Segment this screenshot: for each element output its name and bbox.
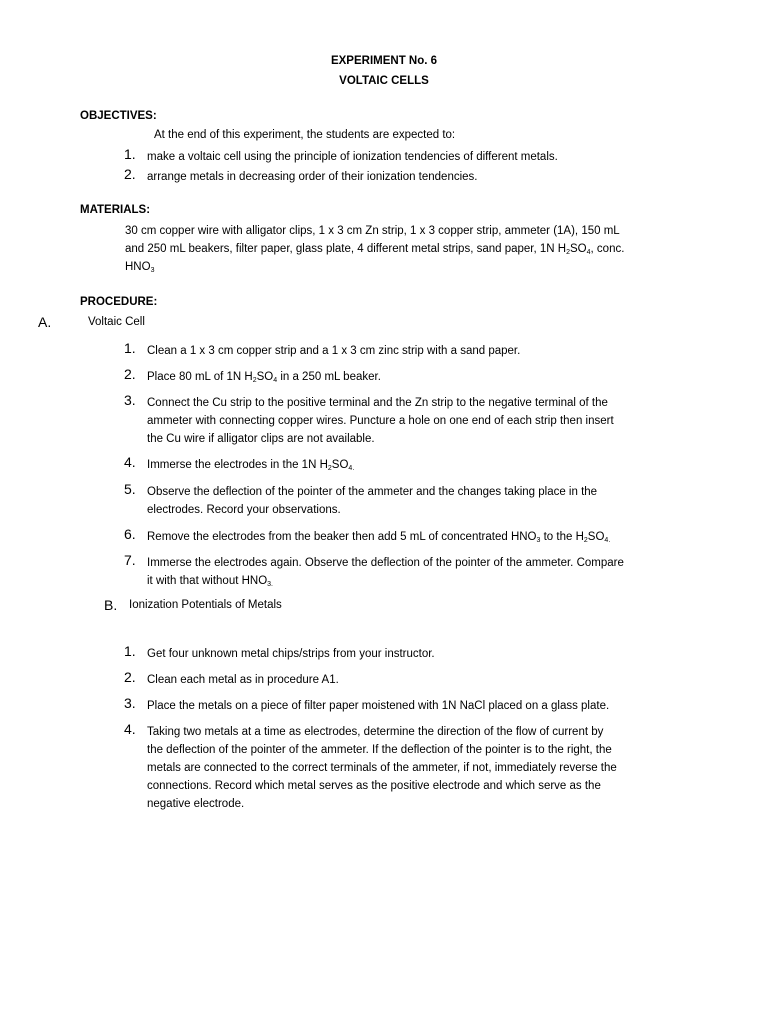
procedure-step: Get four unknown metal chips/strips from your instructor. [147, 648, 435, 660]
step-number: 4. [124, 454, 136, 470]
section-title: Voltaic Cell [88, 316, 145, 328]
step-number: 2. [124, 366, 136, 382]
section-letter: B. [104, 597, 118, 613]
procedure-heading: PROCEDURE: [80, 296, 158, 308]
step-number: 3. [124, 392, 136, 408]
step-number: 1. [124, 643, 136, 659]
materials-list [125, 222, 624, 276]
objective-item: arrange metals in decreasing order of their ionization tendencies. [147, 171, 478, 183]
step-number: 4. [124, 721, 136, 737]
section-title: Ionization Potentials of Metals [129, 599, 282, 611]
step-number: 2. [124, 669, 136, 685]
objective-item: make a voltaic cell using the principle of ionization tendencies of different metals. [147, 151, 558, 163]
materials-line: and 250 mL beakers, filter paper, glass plate, 4 different metal strips, sand paper, 1N $H_2SO_4$, conc. [125, 243, 625, 256]
procedure-step: Place 80 mL of 1N $H_2SO_4$ in a 250 mL beaker. [147, 371, 381, 384]
procedure-step: Place the metals on a piece of filter paper moistened with 1N NaCl placed on a glass plate. [147, 700, 610, 712]
procedure-step: Remove the electrodes from the beaker then add 5 mL of concentrated $HNO_3$ to the $H_2SO_{4.}$ [147, 531, 611, 544]
procedure-step: Taking two metals at a time as electrodes, determine the direction of the flow of current by the deflection of the pointer of the ammeter. If the deflection of the pointer is to the right, the metals are connected to the correct terminals of the ammeter, if not, immediately reverse the connections. Record which metal serves as the positive electrode and which serve as the negative electrode. [147, 726, 617, 810]
procedure-step: Connect the Cu strip to the positive terminal and the Zn strip to the negative terminal of the ammeter with connecting copper wires. Puncture a hole on one end of each strip then insert the Cu wire if alligator clips are not available. [147, 397, 614, 445]
experiment-subtitle: VOLTAIC CELLS [339, 75, 429, 87]
procedure-step: Immerse the electrodes in the 1N $H_2SO_{4.}$ [147, 459, 355, 472]
step-number: 6. [124, 526, 136, 542]
procedure-step: Clean each metal as in procedure A1. [147, 674, 339, 686]
section-letter: A. [38, 314, 52, 330]
step-number: 7. [124, 552, 136, 568]
step-number: 3. [124, 695, 136, 711]
objective-number: 1. [124, 146, 136, 162]
experiment-title: EXPERIMENT No. 6 [330, 55, 438, 67]
objective-number: 2. [124, 166, 136, 182]
step-number: 5. [124, 481, 136, 497]
procedure-step: Immerse the electrodes again. Observe the deflection of the pointer of the ammeter. Compare it with that without $HNO_{3.}$ [147, 557, 624, 588]
objectives-intro: At the end of this experiment, the students are expected to: [154, 129, 456, 141]
materials-heading: MATERIALS: [80, 204, 151, 216]
procedure-step: Clean a 1 x 3 cm copper strip and a 1 x 3 cm zinc strip with a sand paper. [147, 345, 521, 357]
materials-line: 30 cm copper wire with alligator clips, 1 x 3 cm Zn strip, 1 x 3 copper strip, ammeter (1A), 150 mL [125, 225, 620, 237]
procedure-step: Observe the deflection of the pointer of the ammeter and the changes taking place in the electrodes. Record your observations. [147, 486, 598, 516]
objectives-heading: OBJECTIVES: [80, 110, 157, 122]
materials-line: $HNO_3$ [125, 261, 155, 274]
step-number: 1. [124, 340, 136, 356]
